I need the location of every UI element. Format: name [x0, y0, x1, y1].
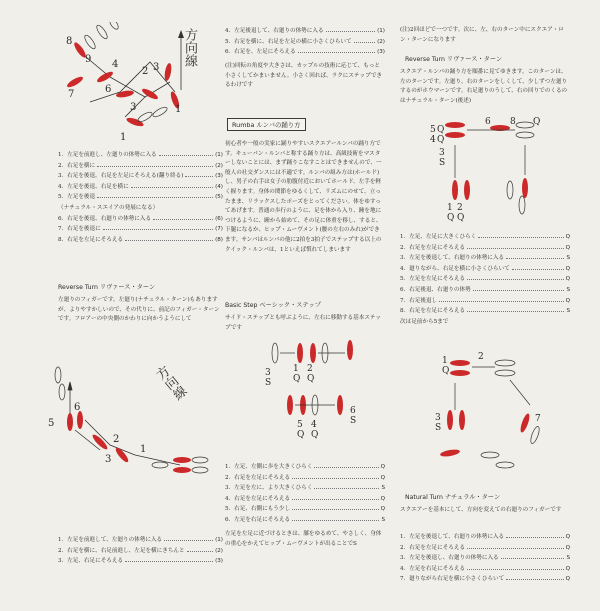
natural-turn-paragraph: スクエアーを基本にして、方向を変えての右廻りのフィガーです: [400, 507, 562, 513]
list-item: 3．左足を後退して、右廻りの体勢に入る S: [400, 255, 570, 262]
step-label: 5: [430, 125, 436, 135]
svg-text:9: 9: [85, 54, 92, 65]
list-item: 1．左足を後退して、右廻りの体勢に入る Q: [400, 534, 570, 540]
middle-note: (注)回転の角度や大きさは、カップルの技術に応じて、もっと小さくしてかまいません。小さく回れば、ラクにステップできるわけです: [225, 63, 383, 89]
list-item: 1．左足、左側に歩を大きくひらく Q: [225, 464, 385, 470]
square-turn-diagram: [425, 110, 545, 225]
basic-step-paragraph: サイド・ステップとも呼ぶように、左右に移動する基本ステップです: [225, 315, 382, 331]
list-item: 2．右足を左足にそろえる Q: [400, 244, 570, 251]
step-label: Q: [457, 213, 465, 223]
step-label: Q: [533, 117, 541, 127]
svg-text:4: 4: [112, 59, 119, 70]
svg-text:2: 2: [142, 66, 149, 77]
square-turn-footprints: [425, 110, 545, 225]
list-item: 7．廻りながら右足を横に小さくひらいて Q: [400, 576, 570, 583]
list-item: 8．右足を左足にそろえる S: [400, 308, 570, 315]
list-item: 1．左足を前進し、左廻りの体勢に入る (1): [58, 152, 223, 158]
step-label: Q: [297, 430, 305, 440]
step-label: 6: [350, 406, 356, 416]
list-item: 6．左足を右足にそろえる S: [225, 516, 385, 523]
svg-text:5: 5: [48, 418, 55, 429]
list-item: 5．左足を左足にそろえる Q: [400, 276, 570, 283]
step-label: 1: [293, 364, 299, 374]
step-label: Q: [307, 374, 315, 384]
basic-step-heading: Basic Step ベーシック・ステップ: [225, 302, 321, 309]
step-label: 2: [307, 364, 313, 374]
step-label: S: [439, 158, 446, 168]
list-item: 4．左足を右足にそろえる Q: [400, 565, 570, 572]
list-item: 5．右足を横に、右足を左足の横に小さくひらいて (2): [225, 38, 385, 45]
natural-turn-steps: [400, 532, 570, 585]
list-item: 4．左足を後退、右足を横に (4): [58, 183, 223, 190]
list-item: 4．右足を左足にそろえる Q: [225, 495, 385, 502]
svg-text:2: 2: [113, 434, 120, 445]
step-label: 8: [510, 117, 516, 127]
svg-text:7: 7: [535, 414, 541, 424]
step-label: 3: [265, 368, 271, 378]
list-item: 2．右足を左足にそろえる Q: [225, 474, 385, 481]
direction-label: 方向線: [182, 28, 197, 67]
basic-step-list: [225, 462, 385, 526]
natural-turn-footprints: [430, 345, 550, 475]
left-column: [40, 0, 223, 611]
list-item: 4．廻りながら、右足を横に小さくひらいて Q: [400, 265, 570, 272]
svg-text:1: 1: [120, 132, 127, 142]
basic-step-note: 左足を左足に近づけるときは、膝をゆるめて、やさしく、身体の重心をかえてヒップ・ムーヴメントが出ることでS: [225, 531, 382, 547]
list-item: 4．左足後退して、右廻りの体勢に入る (1): [225, 28, 385, 34]
list-item: （ナチュラル・スエイアの発展になる）: [58, 204, 159, 211]
step-label: S: [350, 416, 357, 426]
list-item: 3．左足を後退し、右廻りの体勢に入る S: [400, 555, 570, 562]
svg-text:3: 3: [105, 454, 112, 465]
svg-text:S: S: [435, 423, 442, 433]
list-item: 2．右足を横に (2): [58, 162, 223, 169]
step-label: Q: [447, 213, 455, 223]
list-item: 6．右足後退、右廻りの体勢 S: [400, 286, 570, 293]
step-label: 1: [447, 203, 453, 213]
list-item: 3．左足、右足にそろえる (3): [58, 558, 223, 565]
svg-text:Q: Q: [442, 366, 450, 376]
reverse-turn-diagram: [40, 360, 215, 480]
list-item: 1．左足、左足に大きくひらく Q: [400, 234, 570, 240]
basic-step-diagram: [245, 335, 375, 445]
svg-text:3: 3: [130, 102, 137, 113]
svg-text:2: 2: [478, 352, 484, 362]
middle-top-steps: [225, 26, 385, 58]
reverse-turn-steps: [58, 535, 223, 567]
svg-text:1: 1: [442, 356, 448, 366]
rumba-paragraph: 初心者や一般の実家に踊りやすいスクエアールンバの踊り方です。キューバン・ルンバと称する踊り方は、高級技術をマスターしないことには、まず踊りこなすことはできませんので、一般人の社交ダンスには不適です。ルンバの組み方は(ホールド)し、男子の右手は女子の肋腹付近においてホールド、左手を軽く握ります。身体の関節をゆるくして、リズムにのせて、立ったまま、リラックスしたポーズをとってください。体をゆすってあげます。普通の歩行のように、足を体から入り、踵を地につけるように、踵から始めて、その足に体重を移し、すると、下腿になるか、ヒップ・ムーヴメント(腰の左右のみれ)ができます。サンバはルンバの他に2拍を3拍子でステップする以上のクイック・ルンバは、1といえば慣れてしまいます: [225, 141, 382, 253]
reverse-turn-heading-right: Reverse Turn リヴァース・ターン: [405, 56, 503, 63]
svg-text:7: 7: [68, 89, 75, 100]
step-label: 3: [439, 148, 445, 158]
reverse-turn-steps-right: [400, 232, 570, 327]
right-column: [400, 0, 575, 611]
list-item: 7．右足を後退に (7): [58, 226, 223, 233]
step-label: S: [265, 378, 272, 388]
svg-text:1: 1: [140, 444, 147, 455]
step-label: 2: [457, 203, 463, 213]
step-label: 6: [485, 117, 491, 127]
list-item: 1．左足を前進して、左廻りの体勢に入る (1): [58, 537, 223, 543]
direction-label: 方向線: [151, 364, 189, 404]
list-item: 2．右足を横に、右足前進し、左足を横にきちんと (2): [58, 547, 223, 554]
reverse-turn-paragraph-right: スクエア・ルンバの踊り方を順番に見てゆきます。このターンは、左のターンです。左廻り、右のターンをしくして、少しずつ左廻りするのがホウマーンです。右足廻りのうして、右の回りでのくるのはナチュラル・ターン(後述): [400, 69, 568, 104]
svg-text:8: 8: [66, 36, 73, 47]
svg-text:6: 6: [74, 402, 81, 413]
reverse-turn-heading: Reverse Turn リヴァース・ターン: [58, 284, 156, 291]
list-item: 5．右足、右側にもう少し Q: [225, 506, 385, 513]
list-item: 6．右足を、左足にそろえる (3): [225, 49, 385, 56]
list-item: 8．右足を左足にそろえる (8): [58, 236, 223, 243]
step-label: Q: [311, 430, 319, 440]
right-note: (注)2回ほどで一つです。次に、左、右のターン中にスクエア・ロン・ターンになります: [400, 27, 564, 43]
reverse-turn-footprints: [40, 360, 215, 480]
basic-step-footprints: [245, 335, 375, 445]
rumba-section-title: Rumba ルンバの踊り方: [227, 118, 306, 131]
svg-text:6: 6: [105, 84, 112, 95]
list-item: 6．右足を後退、右廻りの体勢に入る (6): [58, 215, 223, 222]
direction-arrow-icon: [178, 30, 184, 90]
step-label: 4: [430, 135, 436, 145]
step-label: 4: [311, 420, 317, 430]
step-label: Q: [293, 374, 301, 384]
step-label: Q: [437, 125, 445, 135]
reverse-turn-paragraph: 左廻りのフィガーです。左廻り(ナチュラル・ターン)もありますが、よりやすかしいので、その代りに、前記のフィガー・ターンです。フロアーの中央側のかわりに向かうようにして: [58, 297, 220, 323]
list-item: 7．右足後退し Q: [400, 297, 570, 304]
natural-turn-diagram: [430, 345, 550, 475]
list-item: 5．左足を後退 (5): [58, 194, 223, 201]
svg-text:1: 1: [175, 104, 182, 115]
step-label: Q: [437, 135, 445, 145]
middle-column: [225, 0, 395, 611]
svg-text:3: 3: [435, 413, 441, 423]
svg-text:3: 3: [153, 62, 160, 73]
list-item: 2．右足を左足にそろえる Q: [400, 544, 570, 551]
list-item: 3．左足を左に、より大きくひらく S: [225, 485, 385, 492]
step-label: 5: [297, 420, 303, 430]
figure-turn-steps: [58, 150, 223, 245]
list-item: 3．右足を後退。右足を左足にそろえる(翻り終る) (3): [58, 173, 223, 180]
natural-turn-heading: Natural Turn ナチュラル・ターン: [405, 494, 501, 501]
list-item: 次は足前から5まで: [400, 318, 449, 325]
